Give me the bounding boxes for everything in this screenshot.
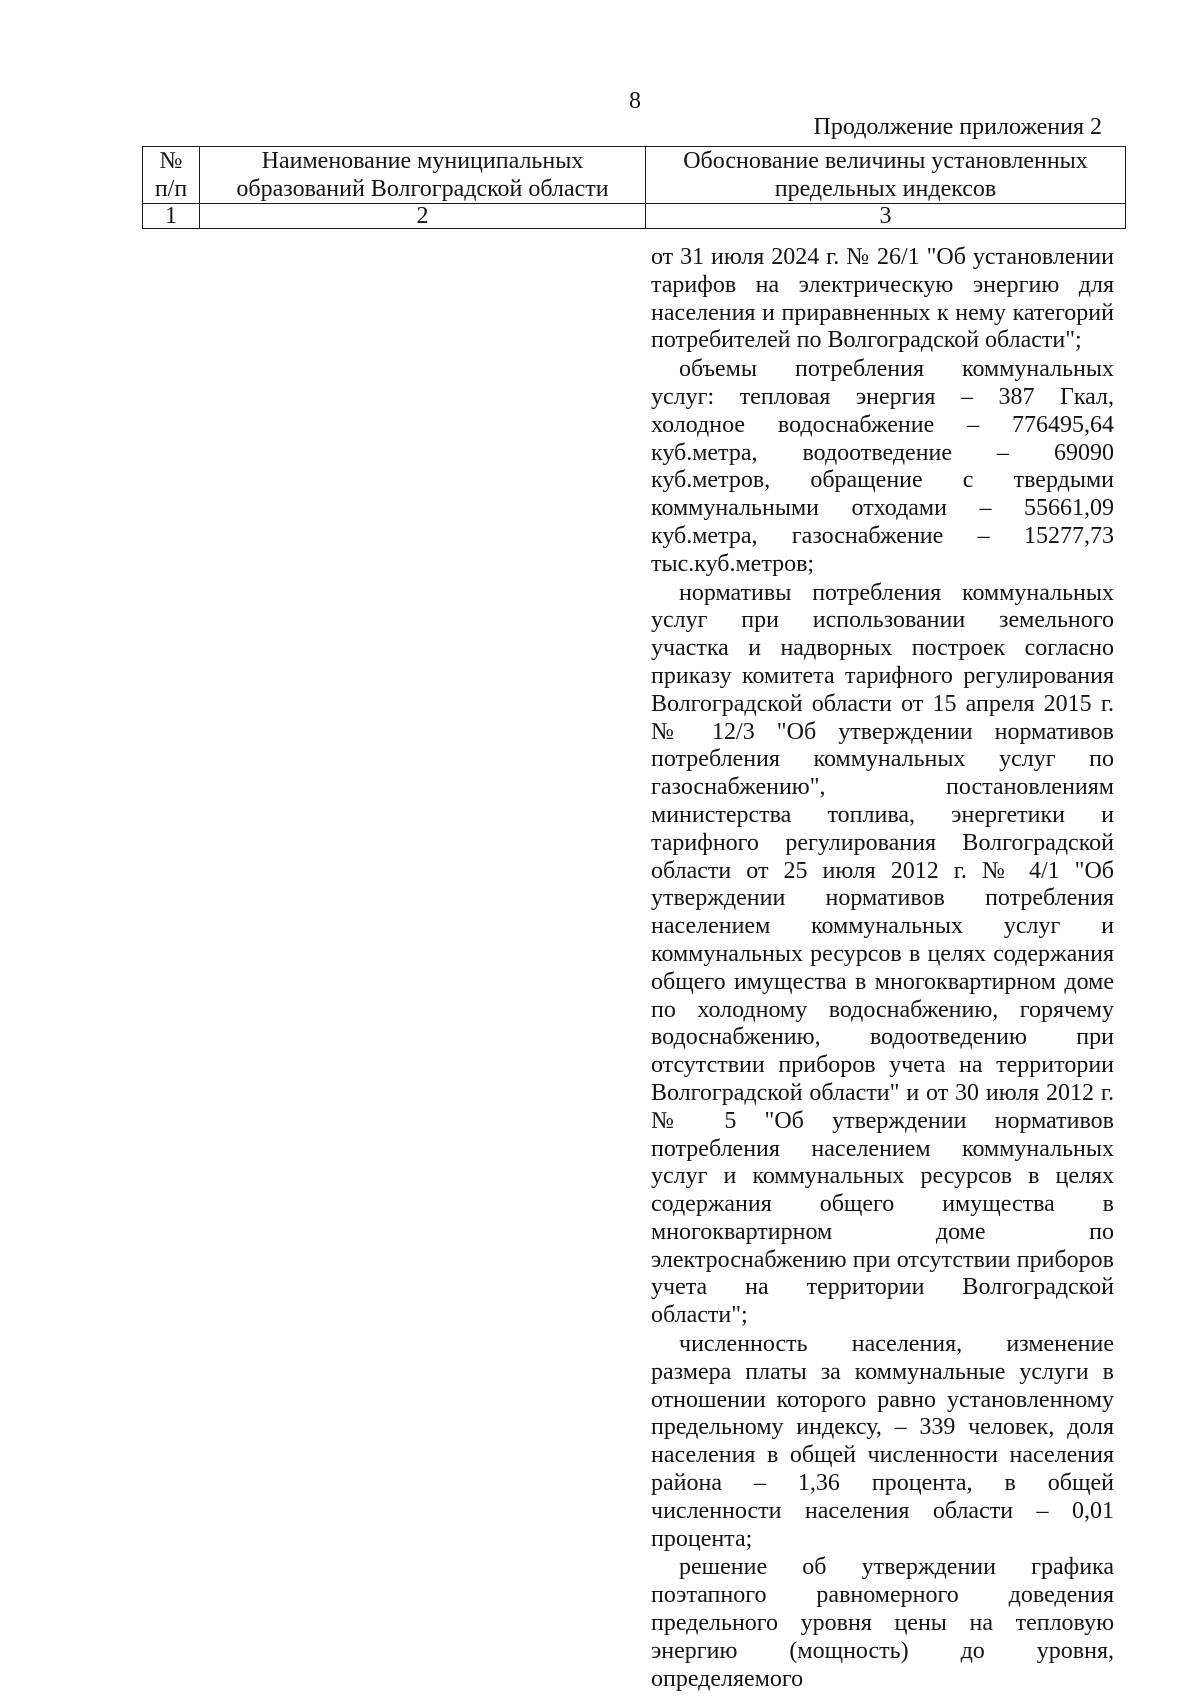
column-name-header <box>200 147 646 204</box>
column-justification-header <box>646 147 1126 204</box>
continuation-label: Продолжение приложения 2 <box>813 114 1102 140</box>
column-number-header <box>143 147 200 204</box>
column-name-line2: образований Волгоградской области <box>236 176 609 202</box>
paragraph: решение об утверждении графика поэтапного равномерного доведения предельного уровня цены на тепловую энергию (мощность) до уровня, определяемого <box>651 1554 1114 1692</box>
column-justification-line1: Обоснование величины установленных <box>683 148 1088 174</box>
paragraph: нормативы потребления коммунальных услуг при использовании земельного участка и надворных построек согласно приказу комитета тарифного регулирования Волгоградской области от 15 апреля 2015 г. № 12/3 "Об утверждении нормативов потребления коммунальных услуг по газоснабжению", постановлениям министерства топлива, энергетики и тарифного регулирования Волгоградской области от 25 июля 2012 г. № 4/1 "Об утверждении нормативов потребления населением коммунальных услуг и коммунальных ресурсов в целях содержания общего имущества в многоквартирном доме по холодному водоснабжению, горячему водоснабжению, водоотведению при отсутствии приборов учета на территории Волгоградской области" и от 30 июля 2012 г. № 5 "Об утверждении нормативов потребления населением коммунальных услуг и коммунальных ресурсов в целях содержания общего имущества в многоквартирном доме по электроснабжению при отсутствии приборов учета на территории Волгоградской области"; <box>651 579 1114 1329</box>
page-number: 8 <box>629 88 641 114</box>
paragraph: численность населения, изменение размера платы за коммунальные услуги в отношении которого равно установленному предельному индексу, – 339 человек, доля населения в общей численности населения района – 1,36 процента, в общей численности населения области – 0,01 процента; <box>651 1331 1114 1552</box>
column-number-line1: № <box>159 148 183 174</box>
header-row <box>143 147 1126 204</box>
column-number-line2: п/п <box>154 176 188 202</box>
paragraph: от 31 июля 2024 г. № 26/1 "Об установлении тарифов на электрическую энергию для населения и приравненных к нему категорий потребителей по Волгоградской области"; <box>651 244 1114 354</box>
justification-text <box>651 244 1114 1693</box>
column-name-line1: Наименование муниципальных <box>261 148 584 174</box>
header-table <box>142 146 1126 229</box>
column-justification-line2: предельных индексов <box>774 176 997 202</box>
column-index-3: 3 <box>646 204 1126 229</box>
column-index-row <box>143 204 1126 229</box>
paragraph: объемы потребления коммунальных услуг: тепловая энергия – 387 Гкал, холодное водоснабжение – 776495,64 куб.метра, водоотведение – 69090 куб.метров, обращение с твердыми коммунальными отходами – 55661,09 куб.метра, газоснабжение – 15277,73 тыс.куб.метров; <box>651 356 1114 577</box>
column-index-1: 1 <box>143 204 200 229</box>
column-index-2: 2 <box>200 204 646 229</box>
